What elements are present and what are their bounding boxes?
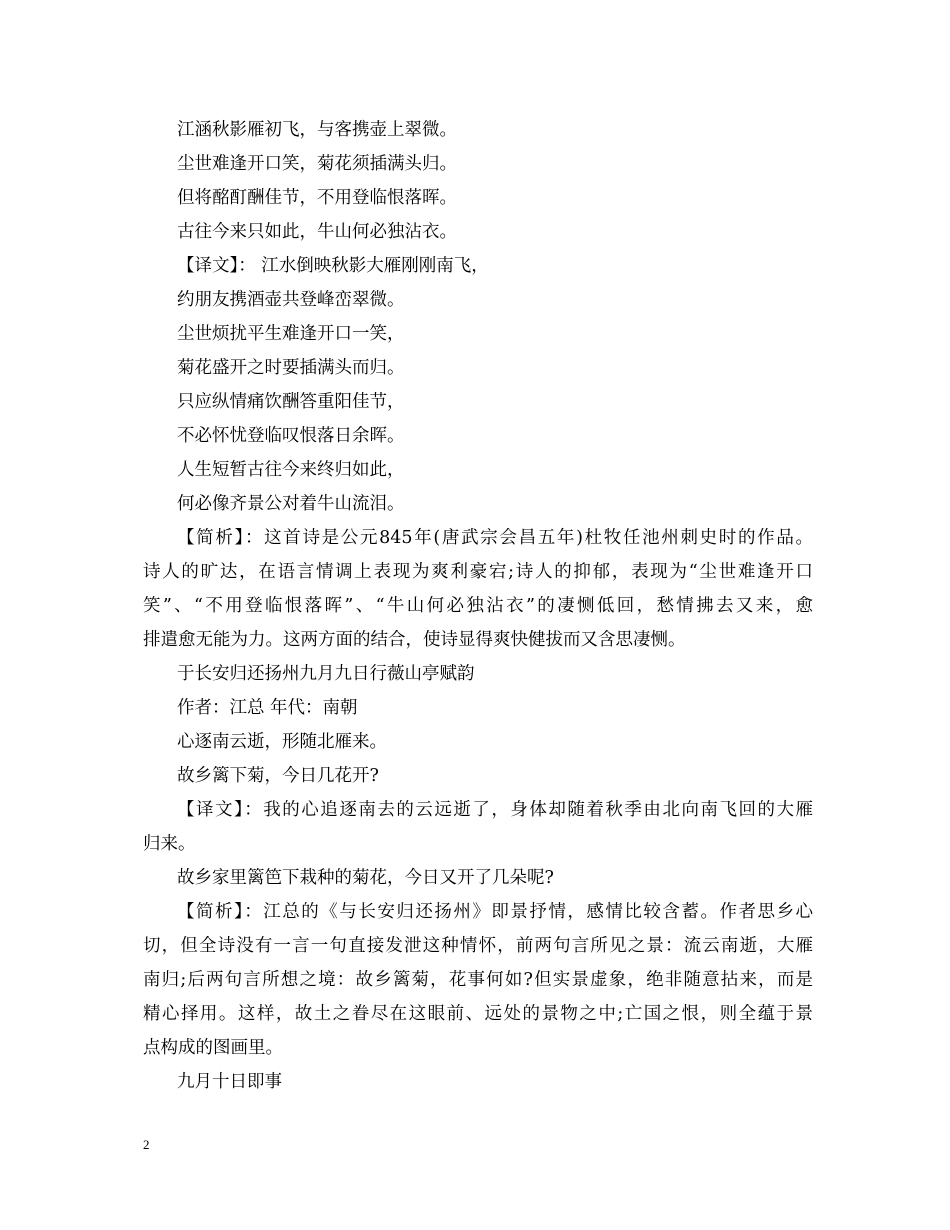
analysis-line: 切，但全诗没有一言一句直接发泄这种情怀，前两句言所见之景：流云南逝，大雁	[143, 936, 813, 956]
translation-line: 【译文】：我的心追逐南去的云远逝了，身体却随着秋季由北向南飞回的大雁	[177, 800, 813, 820]
analysis-line: 诗人的旷达，在语言情调上表现为爽利豪宕;诗人的抑郁，表现为“尘世难逢开口	[143, 562, 813, 582]
analysis-line: 南归;后两句言所想之境：故乡篱菊，花事何如?但实景虚象，绝非随意拈来，而是	[143, 970, 813, 990]
translation-line: 不必怀忧登临叹恨落日余晖。	[177, 426, 405, 446]
poem-line: 江涵秋影雁初飞，与客携壶上翠微。	[177, 120, 457, 140]
translation-line: 尘世烦扰平生难逢开口一笑，	[177, 324, 405, 344]
poem-title: 九月十日即事	[177, 1072, 282, 1092]
poem-title: 于长安归还扬州九月九日行薇山亭赋韵	[177, 664, 475, 684]
poem-author: 作者：江总 年代：南朝	[177, 698, 358, 718]
page-number: 2	[143, 1137, 150, 1152]
analysis-line: 点构成的图画里。	[143, 1038, 283, 1058]
translation-line: 人生短暂古往今来终归如此，	[177, 460, 405, 480]
translation-line: 只应纵情痛饮酬答重阳佳节，	[177, 392, 405, 412]
poem-line: 尘世难逢开口笑，菊花须插满头归。	[177, 154, 457, 174]
analysis-line: 笑”、“不用登临恨落晖”、“牛山何必独沾衣”的凄恻低回，愁情拂去又来，愈	[143, 596, 813, 616]
analysis-line: 【简析】：这首诗是公元845年(唐武宗会昌五年)杜牧任池州刺史时的作品。	[177, 528, 813, 548]
analysis-line: 【简析】：江总的《与长安归还扬州》即景抒情，感情比较含蓄。作者思乡心	[177, 902, 813, 922]
analysis-line: 精心择用。这样，故土之眷尽在这眼前、远处的景物之中;亡国之恨，则全蕴于景	[143, 1004, 813, 1024]
translation-line: 何必像齐景公对着牛山流泪。	[177, 494, 405, 514]
translation-heading-line: 【译文】： 江水倒映秋影大雁刚刚南飞，	[177, 256, 489, 276]
translation-line: 故乡家里篱笆下栽种的菊花，今日又开了几朵呢?	[177, 868, 554, 888]
translation-line: 菊花盛开之时要插满头而归。	[177, 358, 405, 378]
poem-line: 古往今来只如此，牛山何必独沾衣。	[177, 222, 457, 242]
analysis-line: 排遣愈无能为力。这两方面的结合，使诗显得爽快健拔而又含思凄恻。	[143, 630, 686, 650]
translation-line: 约朋友携酒壶共登峰峦翠微。	[177, 290, 405, 310]
poem-line: 心逐南云逝，形随北雁来。	[177, 732, 387, 752]
translation-line: 归来。	[143, 834, 196, 854]
poem-line: 故乡篱下菊，今日几花开?	[177, 766, 379, 786]
poem-line: 但将酩酊酬佳节，不用登临恨落晖。	[177, 188, 457, 208]
